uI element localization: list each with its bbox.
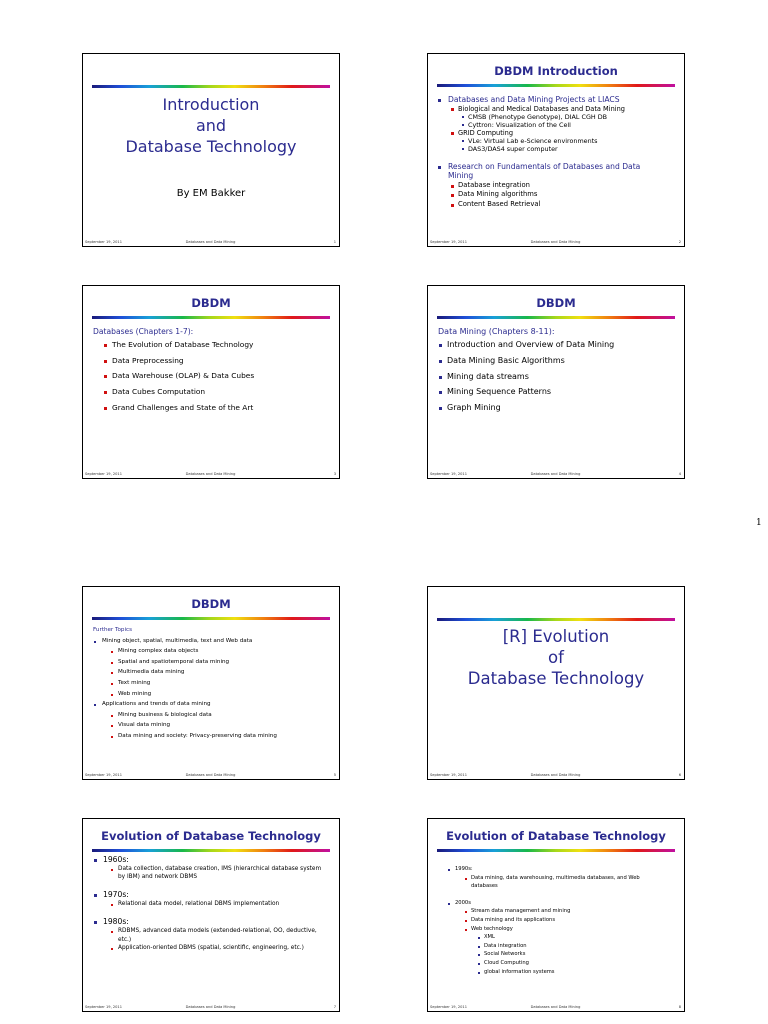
bullet: Research on Fundamentals of Databases and Data Mining <box>438 162 658 181</box>
slide-4 <box>427 285 685 479</box>
slide-footer: September 19, 2011 Databases and Data Mining 1 <box>85 240 336 244</box>
list-item: Data Warehouse (OLAP) & Data Cubes <box>104 368 333 384</box>
slide-7 <box>82 818 340 1012</box>
list-item: Multimedia data mining <box>93 667 333 678</box>
list-item: Data mining, data warehousing, multimedia databases, and Web databases <box>438 874 651 891</box>
slide-title: Evolution of Database Technology <box>446 829 666 843</box>
gradient-bar <box>437 84 675 87</box>
slide-3 <box>82 285 340 479</box>
list-item: RDBMS, advanced data models (extended-relational, OO, deductive, etc.) <box>93 927 318 944</box>
bullet: VLe: Virtual Lab e-Science environments <box>438 137 678 145</box>
slide-footer: September 19, 2011 Databases and Data Mining 6 <box>430 773 681 777</box>
list-item: Stream data management and mining <box>438 907 678 916</box>
slide-body <box>438 95 678 209</box>
list-item: Applications and trends of data mining <box>93 699 333 710</box>
list-item: 1990s: <box>438 865 678 874</box>
slide-1 <box>82 53 340 247</box>
list-item: Data collection, database creation, IMS (hierarchical database system by IBM) and network DBMS <box>93 865 323 882</box>
slide-title: DBDM <box>536 296 576 310</box>
list-item: Data Cubes Computation <box>104 384 333 400</box>
slide-title: [R] Evolution of Database Technology <box>467 627 645 688</box>
list-item: Mining business & biological data <box>93 710 333 721</box>
list-item: Mining data streams <box>438 369 678 385</box>
slide-heading: Data Mining (Chapters 8-11): <box>438 327 555 336</box>
bullet: Databases and Data Mining Projects at LIACS <box>438 95 678 105</box>
page-number: 1 <box>756 518 762 528</box>
gradient-bar <box>92 617 330 620</box>
slide-2 <box>427 53 685 247</box>
slide-footer: September 19, 2011 Databases and Data Mining 2 <box>430 240 681 244</box>
list-item: 2000s <box>438 899 678 908</box>
slide-6 <box>427 586 685 780</box>
slide-footer: September 19, 2011 Databases and Data Mining 3 <box>85 472 336 476</box>
list-item: Spatial and spatiotemporal data mining <box>93 657 333 668</box>
list-item: Mining object, spatial, multimedia, text and Web data <box>93 636 333 647</box>
gradient-bar <box>437 316 675 319</box>
slide-heading: Further Topics <box>93 627 132 633</box>
bullet: CMSB (Phenotype Genotype), DIAL CGH DB <box>438 113 678 121</box>
slide-body <box>93 326 333 416</box>
list-item: 1980s: <box>93 917 333 927</box>
bullet: GRID Computing <box>438 129 678 137</box>
list-item: 1970s: <box>93 890 333 900</box>
gradient-bar <box>437 618 675 621</box>
gradient-bar <box>92 849 330 852</box>
list-item: Mining complex data objects <box>93 646 333 657</box>
list-item: Introduction and Overview of Data Mining <box>438 337 678 353</box>
slide-title: DBDM Introduction <box>494 64 618 78</box>
bullet: Database integration <box>438 181 678 191</box>
gradient-bar <box>92 85 330 88</box>
list-item: global information systems <box>438 968 678 977</box>
slide-body <box>438 326 678 416</box>
list-item: 1960s: <box>93 855 333 865</box>
list-item: The Evolution of Database Technology <box>104 337 333 353</box>
slide-title: Evolution of Database Technology <box>101 829 321 843</box>
list-item: Mining Sequence Patterns <box>438 384 678 400</box>
slide-title: DBDM <box>191 597 231 611</box>
list-item: Data mining and society: Privacy-preserving data mining <box>93 731 333 742</box>
list-item: Web technology <box>438 925 678 934</box>
slide-footer: September 19, 2011 Databases and Data Mining 7 <box>85 1005 336 1009</box>
bullet: DAS3/DAS4 super computer <box>438 145 678 153</box>
slide-title: Introduction and Database Technology <box>125 95 297 156</box>
list-item: Cloud Computing <box>438 959 678 968</box>
gradient-bar <box>437 849 675 852</box>
list-item: Grand Challenges and State of the Art <box>104 400 333 416</box>
list-item: XML <box>438 933 678 942</box>
slide-body <box>93 625 333 742</box>
slide-title: DBDM <box>191 296 231 310</box>
list-item: Data mining and its applications <box>438 916 678 925</box>
slide-body <box>93 855 333 952</box>
bullet: Biological and Medical Databases and Data Mining <box>438 105 678 113</box>
list-item: Graph Mining <box>438 400 678 416</box>
slide-8 <box>427 818 685 1012</box>
gradient-bar <box>92 316 330 319</box>
slide-footer: September 19, 2011 Databases and Data Mining 5 <box>85 773 336 777</box>
slide-footer: September 19, 2011 Databases and Data Mining 4 <box>430 472 681 476</box>
list-item: Web mining <box>93 689 333 700</box>
list-item: Data integration <box>438 942 678 951</box>
list-item: Data Preprocessing <box>104 353 333 369</box>
list-item: Relational data model, relational DBMS implementation <box>93 900 333 908</box>
slide-footer: September 19, 2011 Databases and Data Mining 8 <box>430 1005 681 1009</box>
bullet: Content Based Retrieval <box>438 200 678 210</box>
bullet: Cyttron: Visualization of the Cell <box>438 121 678 129</box>
slide-author: By EM Bakker <box>176 188 246 199</box>
slide-heading: Databases (Chapters 1-7): <box>93 327 194 336</box>
list-item: Application-oriented DBMS (spatial, scientific, engineering, etc.) <box>93 944 333 952</box>
list-item: Social Networks <box>438 950 678 959</box>
bullet: Data Mining algorithms <box>438 190 678 200</box>
list-item: Text mining <box>93 678 333 689</box>
list-item: Data Mining Basic Algorithms <box>438 353 678 369</box>
slide-body <box>438 865 678 976</box>
slide-5 <box>82 586 340 780</box>
list-item: Visual data mining <box>93 720 333 731</box>
